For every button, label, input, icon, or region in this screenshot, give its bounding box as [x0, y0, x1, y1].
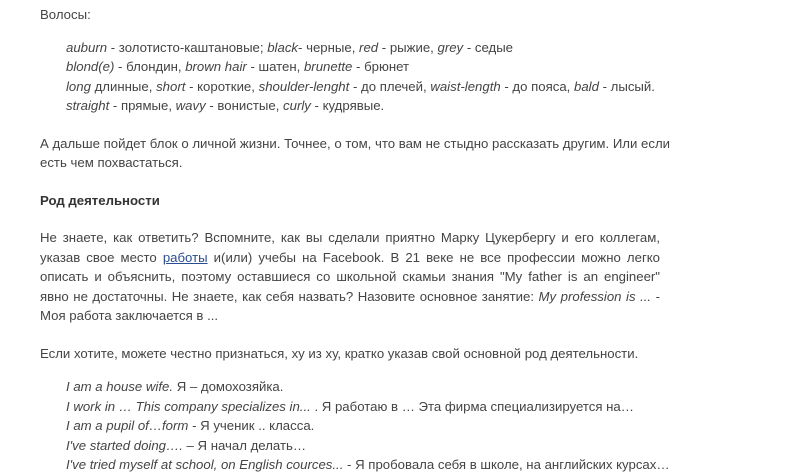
- hair-title: Волосы:: [40, 7, 91, 22]
- hair-vocab-segment: - черные,: [298, 39, 360, 55]
- hair-vocab-segment: red: [359, 39, 379, 55]
- hair-vocab-segment: - прямые,: [109, 98, 176, 113]
- hair-vocab-segment: - блондин,: [114, 59, 186, 74]
- hair-vocab-segment: - до пояса,: [500, 78, 574, 94]
- occupation-heading: Род деятельности: [40, 192, 160, 208]
- example-segment: - Я пробовала себя в школе, на английских курсах…: [343, 457, 670, 472]
- hair-vocab-line-4: [66, 96, 780, 116]
- example-segment: I've started doing….: [66, 437, 183, 453]
- hair-vocab-segment: - рыжие,: [378, 39, 438, 55]
- hair-vocab-segment: grey: [437, 39, 464, 55]
- hair-vocab-segment: - лысый.: [598, 78, 655, 94]
- work-link[interactable]: работы: [162, 249, 208, 265]
- hair-vocab-segment: short: [156, 78, 186, 94]
- hair-vocab-segment: - вонистые,: [205, 98, 284, 113]
- hair-vocab-segment: - кудрявые.: [310, 98, 385, 113]
- example-segment: - Я ученик .. класса.: [188, 418, 315, 433]
- hair-vocab-line-2: [66, 57, 780, 77]
- hair-vocab-segment: black: [267, 39, 299, 55]
- hair-vocab-segment: blond(e): [66, 59, 115, 74]
- intro-line-1: А дальше пойдет блок о личной жизни. Точнее, о том, что вам не стыдно рассказать другим. Или если: [40, 135, 671, 151]
- hair-vocab-segment: - золотисто-каштановые;: [107, 39, 268, 55]
- example-segment: – Я начал делать…: [182, 437, 307, 453]
- example-line-1: [66, 377, 780, 397]
- hair-vocab-segment: bald: [574, 78, 599, 94]
- occupation-paragraph: [40, 228, 660, 326]
- hair-vocab-segment: brown hair: [185, 59, 247, 74]
- example-segment: I am a house wife.: [66, 379, 174, 394]
- example-segment: I work in … This company specializes in...: [66, 398, 311, 414]
- honest-line: Если хотите, можете честно признаться, ху из ху, кратко указав свой основной род деятельности.: [40, 345, 639, 361]
- examples-block: [66, 377, 780, 475]
- hair-vocab-segment: waist-length: [430, 78, 501, 94]
- example-segment: . Я работаю в … Эта фирма специализируется на…: [310, 398, 634, 414]
- example-line-3: [66, 416, 780, 436]
- example-line-4: [66, 436, 780, 456]
- hair-vocab-block: [66, 38, 780, 116]
- hair-vocab-segment: - короткие,: [185, 78, 259, 94]
- occupation-text-4: - Моя работа заключается в ...: [40, 288, 660, 323]
- hair-vocab-segment: curly: [283, 98, 311, 113]
- occupation-text-2: и(или) учебы на Facebook. В 21 веке не все профессии можно легко описать и объяснить, поэтому оставшиеся со школьной скамьи знания "My father is an engineer" явно не достаточны. Не знаете, как себя назвать? Назовите основное занятие:: [40, 249, 661, 304]
- hair-vocab-segment: - шатен,: [246, 59, 304, 74]
- hair-vocab-segment: shoulder-lenght: [258, 78, 350, 94]
- hair-vocab-line-3: [66, 77, 780, 97]
- occupation-text-1: Не знаете, как ответить? Вспомните, как вы сделали приятно Марку Цукербергу и его коллегам, указав свое место: [40, 230, 660, 265]
- hair-vocab-line-1: [66, 38, 780, 58]
- hair-vocab-segment: long: [66, 78, 91, 94]
- hair-vocab-segment: brunette: [303, 59, 353, 74]
- occupation-text-3: My profession is ...: [538, 288, 652, 304]
- hair-vocab-segment: straight: [66, 98, 110, 113]
- hair-vocab-segment: - до плечей,: [349, 78, 431, 94]
- hair-vocab-segment: - седые: [463, 39, 514, 55]
- intro-line-2: есть чем похвастаться.: [40, 155, 183, 170]
- example-segment: I am a pupil of…form: [66, 418, 189, 433]
- example-segment: I've tried myself at school, on English cources...: [66, 457, 344, 472]
- hair-vocab-segment: длинные,: [90, 78, 157, 94]
- hair-vocab-segment: auburn: [66, 39, 108, 55]
- hair-vocab-segment: - брюнет: [352, 59, 410, 74]
- hair-vocab-segment: wavy: [175, 98, 206, 113]
- example-line-2: [66, 397, 780, 417]
- example-line-5: [66, 455, 780, 475]
- example-segment: Я – домохозяйка.: [173, 379, 284, 394]
